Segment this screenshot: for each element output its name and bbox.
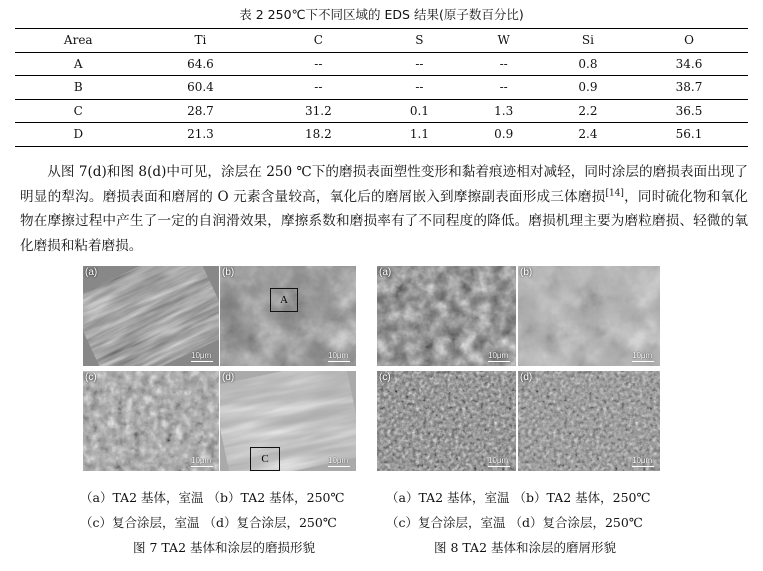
scale-bar: 10μm	[328, 456, 350, 468]
sem-image-fig7-b	[220, 266, 356, 366]
panel-label: (b)	[222, 267, 235, 278]
sem-image-fig8-b	[518, 266, 660, 366]
table-cell: --	[377, 52, 461, 76]
table-cell: 1.3	[462, 99, 546, 123]
paragraph-text-2: ，同时硫化物和氧化物在摩擦过程中产生了一定的自润滑效果，摩擦系数和磨损率有了不同程度的降低。磨损机理主要为磨粒磨损、轻微的氧化磨损和粘着磨损。	[20, 188, 749, 254]
table-cell: 2.2	[546, 99, 630, 123]
area-marker-label: A	[280, 294, 288, 306]
panel-label: (a)	[379, 267, 392, 278]
table-cell: 64.6	[142, 52, 260, 76]
table-cell: 18.2	[259, 123, 377, 147]
table-cell: 36.5	[630, 99, 748, 123]
fig8-subcaption-2: （c）复合涂层，室温 （d）复合涂层，250℃	[386, 515, 643, 530]
table-cell: 21.3	[142, 123, 260, 147]
fig7-caption: 图 7 TA2 基体和涂层的磨损形貌	[133, 540, 316, 555]
area-marker-label: C	[261, 453, 269, 465]
sem-image-fig7-c	[83, 371, 219, 471]
panel-label: (c)	[379, 372, 391, 383]
table-cell: 60.4	[142, 76, 260, 100]
sem-image-fig7-a	[83, 266, 219, 366]
table-caption: 表 2 250℃下不同区域的 EDS 结果(原子数百分比)	[239, 7, 524, 22]
col-header: O	[630, 29, 748, 53]
paragraph-text-1: 从图 7(d)和图 8(d)中可见，涂层在 250 ℃下的磨损表面塑性变形和黏着痕迹相对减轻，同时涂层的磨损表面出现了明显的犁沟。磨损表面和磨屑的 O 元素含量较高，氧化后的磨屑嵌入到摩擦副表面形成三体磨损	[20, 164, 748, 205]
table-cell: 0.9	[462, 123, 546, 147]
table-cell: 0.9	[546, 76, 630, 100]
fig7-subcaption-2: （c）复合涂层，室温 （d）复合涂层，250℃	[80, 515, 337, 530]
table-cell: 0.8	[546, 52, 630, 76]
scale-bar: 10μm	[328, 351, 350, 363]
table-row	[15, 99, 748, 123]
table-cell: --	[259, 52, 377, 76]
scale-bar: 10μm	[632, 456, 654, 468]
body-paragraph	[20, 160, 748, 258]
sem-image-fig8-d	[518, 371, 660, 471]
table-cell: --	[462, 76, 546, 100]
sem-image-fig7-d	[220, 371, 356, 471]
col-header: Area	[15, 29, 142, 53]
scale-bar: 10μm	[488, 456, 510, 468]
table-cell: A	[15, 52, 142, 76]
table-cell: C	[15, 99, 142, 123]
table-row	[15, 123, 748, 147]
eds-area-marker	[250, 447, 280, 471]
table-cell: --	[462, 52, 546, 76]
eds-area-marker	[270, 288, 298, 312]
table-cell: 34.6	[630, 52, 748, 76]
table-cell: B	[15, 76, 142, 100]
fig8-caption: 图 8 TA2 基体和涂层的磨屑形貌	[434, 540, 617, 555]
table-cell: --	[377, 76, 461, 100]
eds-results-table	[15, 28, 748, 147]
table-cell: 38.7	[630, 76, 748, 100]
panel-label: (b)	[520, 267, 533, 278]
panel-label: (c)	[85, 372, 97, 383]
panel-label: (d)	[222, 372, 235, 383]
scale-bar: 10μm	[488, 351, 510, 363]
table-header-row	[15, 29, 748, 53]
col-header: C	[259, 29, 377, 53]
scale-bar: 10μm	[191, 456, 213, 468]
sem-image-fig8-c	[377, 371, 516, 471]
fig7-subcaption-1: （a）TA2 基体，室温 （b）TA2 基体，250℃	[80, 490, 345, 505]
table-cell: 2.4	[546, 123, 630, 147]
table-cell: D	[15, 123, 142, 147]
citation-ref: [14]	[605, 187, 624, 198]
table-cell: 56.1	[630, 123, 748, 147]
sem-image-fig8-a	[377, 266, 516, 366]
scale-bar: 10μm	[632, 351, 654, 363]
col-header: S	[377, 29, 461, 53]
panel-label: (a)	[85, 267, 98, 278]
fig8-subcaption-1: （a）TA2 基体，室温 （b）TA2 基体，250℃	[386, 490, 651, 505]
col-header: Ti	[142, 29, 260, 53]
table-row	[15, 76, 748, 100]
scale-bar: 10μm	[191, 351, 213, 363]
table-cell: 1.1	[377, 123, 461, 147]
table-cell: 31.2	[259, 99, 377, 123]
table-cell: 28.7	[142, 99, 260, 123]
table-row	[15, 52, 748, 76]
table-cell: 0.1	[377, 99, 461, 123]
col-header: Si	[546, 29, 630, 53]
panel-label: (d)	[520, 372, 533, 383]
table-cell: --	[259, 76, 377, 100]
col-header: W	[462, 29, 546, 53]
